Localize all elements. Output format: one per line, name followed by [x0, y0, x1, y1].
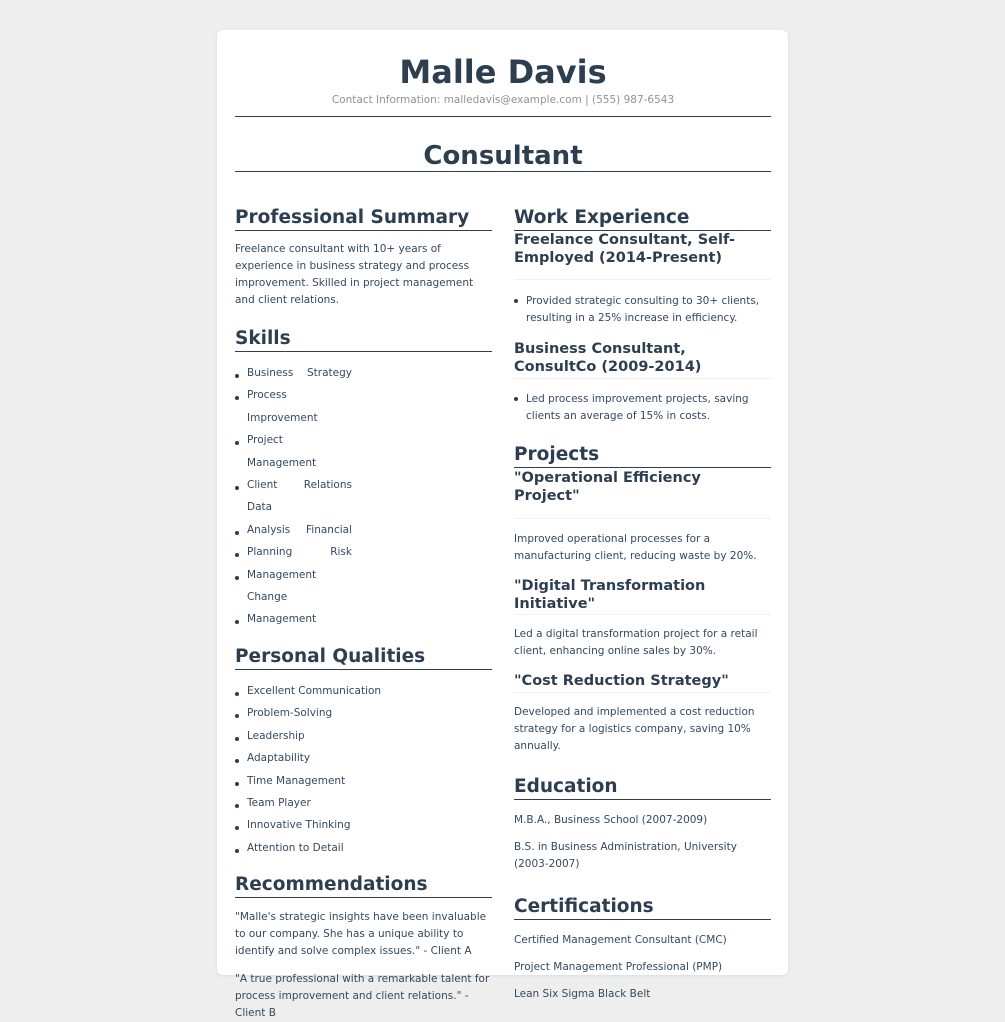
qualities-heading: Personal Qualities	[235, 645, 492, 670]
job-bullet: Led process improvement projects, saving clients an average of 15% in costs.	[514, 391, 771, 424]
resume-page	[217, 30, 788, 1020]
project-text: Developed and implemented a cost reduction strategy for a logistics company, saving 10% annually.	[514, 705, 755, 752]
education-item: M.B.A., Business School (2007-2009)	[514, 813, 708, 826]
job-title: Consultant	[423, 141, 583, 171]
job-bullets	[514, 293, 771, 326]
skill-item: Analysis Financial	[235, 519, 352, 541]
skill-item: Project Management	[235, 429, 352, 474]
certifications-heading: Certifications	[514, 895, 771, 920]
certification-item: Project Management Professional (PMP)	[514, 960, 723, 973]
quality-item: Team Player	[235, 792, 492, 814]
project-text: Led a digital transformation project for a retail client, enhancing online sales by 30%.	[514, 628, 758, 657]
right-column	[514, 206, 771, 1003]
skill-item: Client Relations Data	[235, 474, 352, 519]
left-column	[235, 206, 492, 1022]
summary-text: Freelance consultant with 10+ years of experience in business strategy and process improvement. Skilled in project management and client relations.	[235, 243, 474, 306]
skill-item: Management Change	[235, 564, 352, 609]
quality-item: Problem-Solving	[235, 702, 492, 724]
job-bullet: Provided strategic consulting to 30+ clients, resulting in a 25% increase in efficiency.	[514, 293, 771, 326]
summary-heading: Professional Summary	[235, 206, 492, 231]
quality-item: Time Management	[235, 770, 492, 792]
experience-heading: Work Experience	[514, 206, 771, 231]
contact-info: Contact Information: malledavis@example.com | (555) 987-6543	[331, 94, 675, 106]
skill-item: Business Strategy	[235, 362, 352, 384]
job-bullets	[514, 391, 771, 424]
title-divider	[235, 171, 771, 172]
skills-heading: Skills	[235, 327, 492, 352]
skill-item: Planning Risk	[235, 541, 352, 563]
project-title: "Cost Reduction Strategy"	[514, 673, 729, 689]
resume-header	[235, 52, 771, 107]
certification-item: Lean Six Sigma Black Belt	[514, 987, 651, 1000]
recommendation-text: "A true professional with a remarkable talent for process improvement and client relations." - Client B	[235, 973, 490, 1020]
quality-item: Adaptability	[235, 747, 492, 769]
skills-list	[235, 362, 352, 631]
project-text: Improved operational processes for a manufacturing client, reducing waste by 20%.	[514, 533, 757, 562]
job-title-entry: Business Consultant, ConsultCo (2009-2014)	[514, 341, 702, 375]
certification-item: Certified Management Consultant (CMC)	[514, 933, 727, 946]
education-heading: Education	[514, 775, 771, 800]
quality-item: Attention to Detail	[235, 837, 492, 859]
skill-item: Process Improvement	[235, 384, 352, 429]
job-divider	[514, 378, 771, 379]
qualities-list	[235, 680, 492, 859]
projects-heading: Projects	[514, 443, 771, 468]
project-divider	[514, 692, 771, 693]
job-title-entry: Freelance Consultant, Self-Employed (2014-Present)	[514, 232, 736, 266]
quality-item: Excellent Communication	[235, 680, 492, 702]
project-divider	[514, 518, 771, 519]
project-title: "Operational Efficiency Project"	[514, 470, 701, 504]
recommendations-heading: Recommendations	[235, 873, 492, 898]
quality-item: Leadership	[235, 725, 492, 747]
project-title: "Digital Transformation Initiative"	[514, 578, 706, 612]
header-divider	[235, 116, 771, 117]
project-divider	[514, 614, 771, 615]
quality-item: Innovative Thinking	[235, 814, 492, 836]
skill-item: Management	[235, 608, 352, 630]
job-divider	[514, 279, 771, 280]
recommendation-text: "Malle's strategic insights have been invaluable to our company. She has a unique ability to identify and solve complex issues." - Client A	[235, 911, 487, 958]
candidate-name: Malle Davis	[399, 53, 607, 91]
education-item: B.S. in Business Administration, University (2003-2007)	[514, 840, 737, 870]
